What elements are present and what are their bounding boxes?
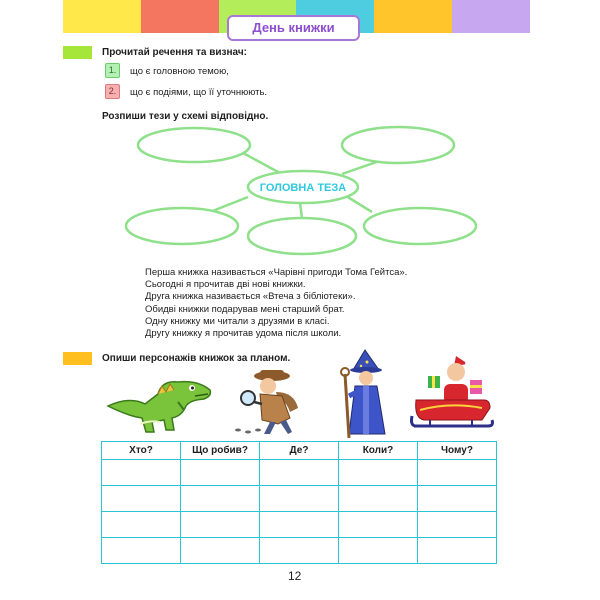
table-cell[interactable]	[260, 460, 339, 486]
page-number: 12	[288, 569, 302, 583]
table-cell[interactable]	[181, 486, 260, 512]
sentence: Одну книжку ми читали з друзями в класі.	[145, 315, 330, 327]
connector-line	[300, 203, 302, 218]
connector-line	[243, 153, 280, 173]
table-cell[interactable]	[418, 486, 497, 512]
table-cell[interactable]	[102, 460, 181, 486]
sentence: Обидві книжки подарував мені старший брат.	[145, 303, 345, 315]
answer-oval-bottom-right	[364, 208, 476, 244]
detective-icon	[232, 368, 314, 438]
column-header-where: Де?	[260, 442, 339, 460]
answer-oval-bottom-middle	[248, 218, 356, 254]
main-thesis-label: ГОЛОВНА ТЕЗА	[259, 182, 347, 194]
table-cell[interactable]	[181, 460, 260, 486]
table-row	[102, 460, 497, 486]
table-row	[102, 512, 497, 538]
table-cell[interactable]	[418, 512, 497, 538]
answer-oval-bottom-left	[126, 208, 238, 244]
sentence: Сьогодні я прочитав дві нові книжки.	[145, 279, 306, 291]
sentence: Перша книжка називається «Чарівні пригоди Тома Гейтса».	[145, 267, 408, 278]
sentences-block	[145, 267, 407, 340]
answer-oval-top-right	[342, 127, 454, 163]
table-row	[102, 538, 497, 564]
table-cell[interactable]	[260, 486, 339, 512]
option-number-1: 1.	[105, 63, 120, 78]
column-header-what: Що робив?	[181, 442, 260, 460]
table-cell[interactable]	[418, 460, 497, 486]
santa-sleigh-icon	[410, 350, 494, 436]
character-plan-table	[101, 441, 497, 564]
table-cell[interactable]	[339, 486, 418, 512]
table-row	[102, 486, 497, 512]
wizard-icon	[335, 348, 395, 440]
answer-oval-top-left	[138, 128, 250, 162]
table-cell[interactable]	[181, 538, 260, 564]
option-number-2: 2.	[105, 84, 120, 99]
dinosaur-icon	[100, 366, 215, 438]
table-cell[interactable]	[260, 512, 339, 538]
table-cell[interactable]	[418, 538, 497, 564]
table-cell[interactable]	[181, 512, 260, 538]
sentence: Другу книжку я прочитав удома після школи.	[145, 328, 342, 340]
task1-instruction: Прочитай речення та визнач:	[102, 47, 247, 58]
table-cell[interactable]	[260, 538, 339, 564]
connector-line	[210, 197, 248, 212]
table-cell[interactable]	[339, 460, 418, 486]
task3-instruction: Опиши персонажів книжок за планом.	[102, 353, 291, 364]
option-text-2: що є подіями, що її уточнюють.	[130, 87, 268, 98]
table-header-row	[102, 442, 497, 460]
table-cell[interactable]	[102, 512, 181, 538]
task2-instruction: Розпиши тези у схемі відповідно.	[102, 111, 269, 122]
table-cell[interactable]	[102, 486, 181, 512]
column-header-who: Хто?	[102, 442, 181, 460]
page-title: День книжки	[227, 15, 360, 41]
table-cell[interactable]	[339, 512, 418, 538]
column-header-why: Чому?	[418, 442, 497, 460]
task3-marker	[63, 352, 92, 365]
sentence: Друга книжка називається «Втеча з бібліотеки».	[145, 291, 356, 303]
table-cell[interactable]	[102, 538, 181, 564]
connector-line	[346, 196, 372, 212]
option-text-1: що є головною темою,	[130, 66, 229, 77]
column-header-when: Коли?	[339, 442, 418, 460]
table-cell[interactable]	[339, 538, 418, 564]
